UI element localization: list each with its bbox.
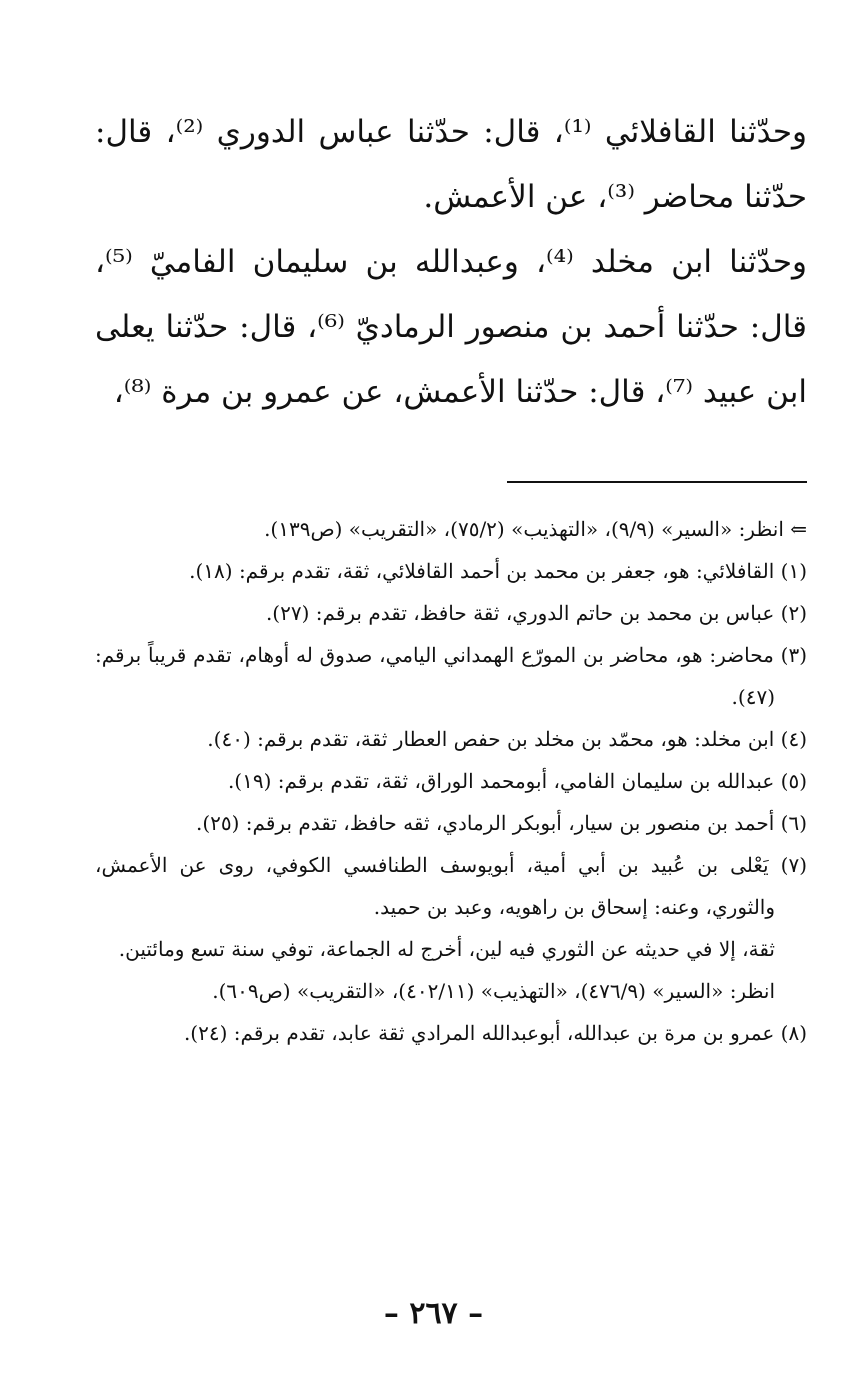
footnote-7-continued: ثقة، إلا في حديثه عن الثوري فيه لين، أخرج له الجماعة، توفي سنة تسع ومائتين. [118,937,775,961]
footnote-7-sources: انظر: «السير» (٤٧٦/٩)، «التهذيب» (٤٠٢/١١)، «التقريب» (ص٦٠٩). [212,979,775,1003]
footnote-divider [507,481,807,483]
main-text [95,100,807,425]
footnote-continued: ⇐ انظر: «السير» (٩/٩)، «التهذيب» (٧٥/٢)، «التقريب» (ص١٣٩). [264,517,807,541]
footnote-5: (٥) عبدالله بن سليمان الفامي، أبومحمد الوراق، ثقة، تقدم برقم: (١٩). [227,769,807,793]
footnote-1: (١) القافلائي: هو، جعفر بن محمد بن أحمد القافلائي، ثقة، تقدم برقم: (١٨). [189,559,807,583]
footnote-4: (٤) ابن مخلد: هو، محمّد بن مخلد بن حفص العطار ثقة، تقدم برقم: (٤٠). [207,727,807,751]
footnote-6: (٦) أحمد بن منصور بن سيار، أبوبكر الرمادي، ثقه حافظ، تقدم برقم: (٢٥). [195,811,807,835]
main-paragraph-1: وحدّثنا القافلائي ⁽¹⁾، قال: حدّثنا عباس الدوري ⁽²⁾، قال: حدّثنا محاضر ⁽³⁾، عن الأعمش. [95,114,807,215]
footnote-8: (٨) عمرو بن مرة بن عبدالله، أبوعبدالله المرادي ثقة عابد، تقدم برقم: (٢٤). [183,1021,807,1045]
main-paragraph-2: وحدّثنا ابن مخلد ⁽⁴⁾، وعبدالله بن سليمان الفاميّ ⁽⁵⁾، قال: حدّثنا أحمد بن منصور الرماديّ ⁽⁶⁾، قال: حدّثنا يعلى ابن عبيد ⁽⁷⁾، قال: حدّثنا الأعمش، عن عمرو بن مرة ⁽⁸⁾، [95,244,807,410]
page-number: – ٢٦٧ – [383,1296,484,1331]
footnote-3: (٣) محاضر: هو، محاضر بن المورّع الهمداني اليامي، صدوق له أوهام، تقدم قريباً برقم: (٤٧). [95,643,807,709]
footnotes [95,508,807,1054]
footnote-7: (٧) يَعْلى بن عُبيد بن أبي أمية، أبويوسف الطنافسي الكوفي، روى عن الأعمش، والثوري، وعنه: إسحاق بن راهويه، وعبد بن حميد. [95,853,807,919]
footnote-2: (٢) عباس بن محمد بن حاتم الدوري، ثقة حافظ، تقدم برقم: (٢٧). [265,601,807,625]
